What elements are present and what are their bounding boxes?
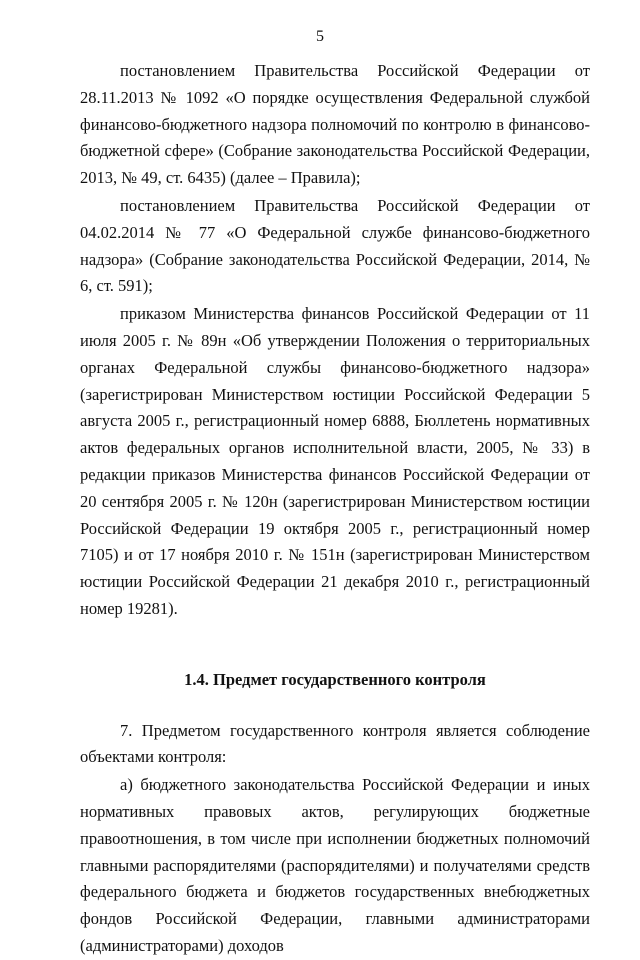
paragraph-subitem-a: а) бюджетного законодательства Российской Федерации и иных нормативных правовых актов, регулирующих бюджетные правоотношения, в том числе при исполнении бюджетных полномочий главными распорядителями (распорядителями) и получателями средств федерального бюджета и бюджетов государственных внебюджетных фондов Российской Федерации, главными администраторами (администраторами) доходов xyxy=(80,775,590,955)
paragraph-item-7: 7. Предметом государственного контроля является соблюдение объектами контроля: xyxy=(80,720,590,767)
document-body xyxy=(80,58,590,960)
section-heading: 1.4. Предмет государственного контроля xyxy=(184,669,486,689)
paragraph-order-89n: приказом Министерства финансов Российской Федерации от 11 июля 2005 г. № 89н «Об утверждении Положения о территориальных органах Федеральной службы финансово-бюджетного надзора» (зарегистрирован Министерством юстиции Российской Федерации 5 августа 2005 г., регистрационный номер 6888, Бюллетень нормативных актов федеральных органов исполнительной власти, 2005, № 33) в редакции приказов Министерства финансов Российской Федерации от 20 сентября 2005 г. № 120н (зарегистрирован Министерством юстиции Российской Федерации 19 октября 2005 г., регистрационный номер 7105) и от 17 ноября 2010 г. № 151н (зарегистрирован Министерством юстиции Российской Федерации 21 декабря 2010 г., регистрационный номер 19281). xyxy=(80,304,590,618)
paragraph-resolution-77: постановлением Правительства Российской Федерации от 04.02.2014 № 77 «О Федеральной службе финансово-бюджетного надзора» (Собрание законодательства Российской Федерации, 2014, № 6, ст. 591); xyxy=(80,195,590,296)
paragraph-resolution-1092: постановлением Правительства Российской Федерации от 28.11.2013 № 1092 «О порядке осуществления Федеральной службой финансово-бюджетного надзора полномочий по контролю в финансово-бюджетной сфере» (Собрание законодательства Российской Федерации, 2013, № 49, ст. 6435) (далее – Правила); xyxy=(80,61,590,188)
page-number: 5 xyxy=(316,28,324,45)
